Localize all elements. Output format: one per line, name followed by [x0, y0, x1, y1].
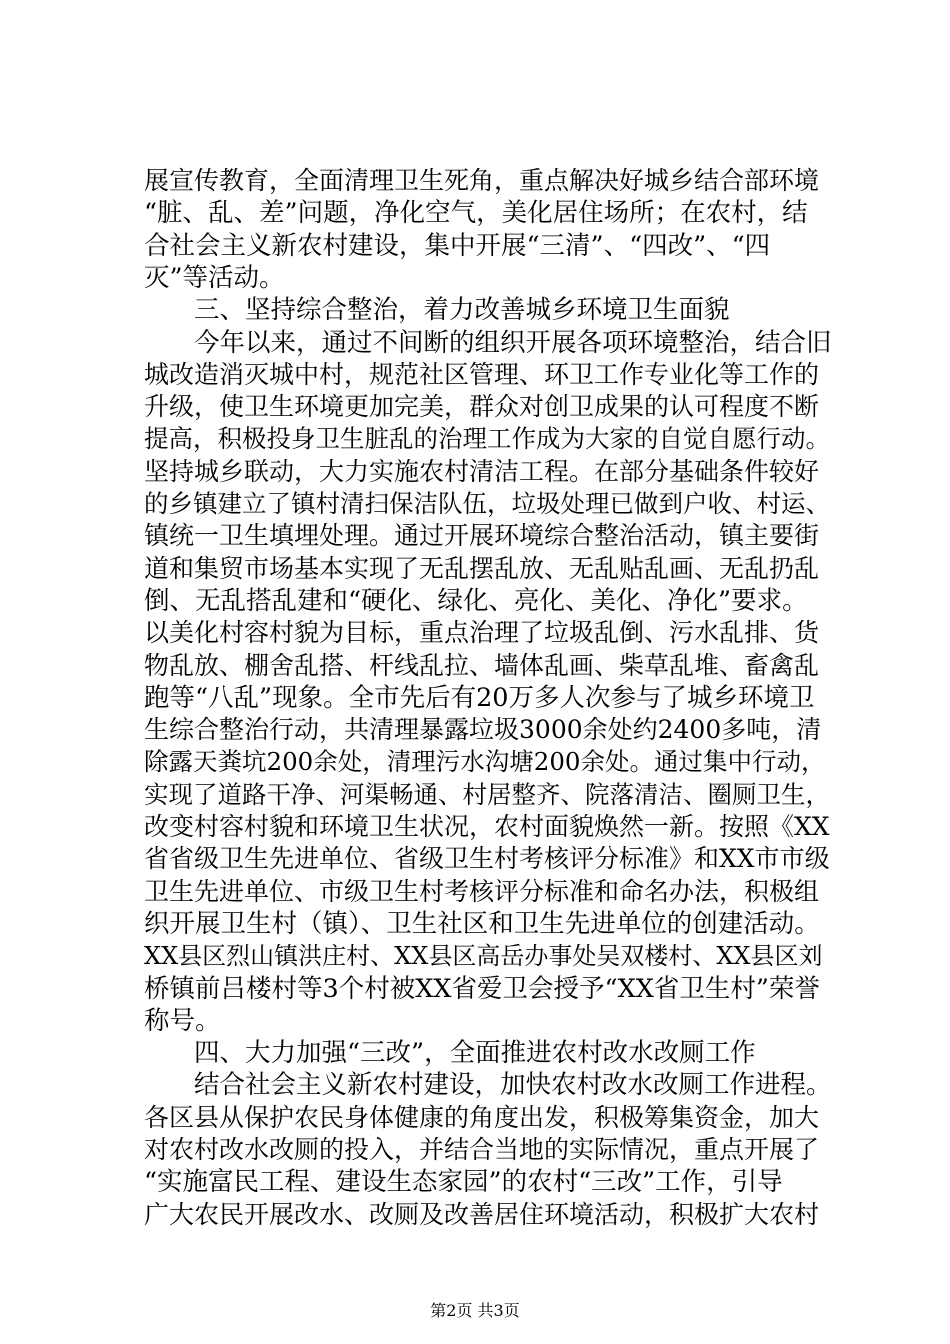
text-line: 城改造消灭城中村，规范社区管理、环卫工作专业化等工作的	[144, 359, 820, 389]
text-line: 实现了道路干净、河渠畅通、村居整齐、院落清洁、圈厕卫生，	[144, 779, 830, 809]
text-line: “实施富民工程、建设生态家园”的农村“三改”工作，引导	[144, 1167, 783, 1198]
text-line: 改变村容村貌和环境卫生状况，农村面貌焕然一新。按照《XX	[144, 812, 830, 841]
text-line: 道和集贸市场基本实现了无乱摆乱放、无乱贴乱画、无乱扔乱	[144, 553, 820, 583]
text-line: 各区县从保护农民身体健康的角度出发，积极筹集资金，加大	[144, 1102, 820, 1132]
text-line: 称号。	[144, 1005, 221, 1036]
page-number-footer: 第2页 共3页	[430, 1301, 520, 1320]
text-line: 提高，积极投身卫生脏乱的治理工作成为大家的自觉自愿行动。	[144, 424, 830, 454]
text-line: 卫生先进单位、市级卫生村考核评分标准和命名办法，积极组	[144, 876, 820, 906]
text-line: 升级，使卫生环境更加完美，群众对创卫成果的认可程度不断	[144, 392, 820, 422]
text-line: 镇统一卫生填埋处理。通过开展环境综合整治活动，镇主要街	[144, 521, 820, 551]
text-line: 生综合整治行动，共清理暴露垃圾3000余处约2400多吨，清	[144, 715, 822, 745]
text-line: 结合社会主义新农村建设，加快农村改水改厕工作进程。	[194, 1070, 832, 1101]
text-line: 坚持城乡联动，大力实施农村清洁工程。在部分基础条件较好	[144, 456, 820, 486]
text-line: 倒、无乱搭乱建和“硬化、绿化、亮化、美化、净化”要求。	[144, 585, 808, 616]
text-line: 物乱放、棚舍乱搭、杆线乱拉、墙体乱画、柴草乱堆、畜禽乱	[144, 650, 820, 680]
text-line: 以美化村容村貌为目标，重点治理了垃圾乱倒、污水乱排、货	[144, 618, 820, 648]
text-line: 灭”等活动。	[144, 262, 285, 293]
text-line: 合社会主义新农村建设，集中开展“三清”、“四改”、“四	[144, 230, 771, 261]
text-line: 除露天粪坑200余处，清理污水沟塘200余处。通过集中行动，	[144, 747, 826, 777]
text-line: 跑等“八乱”现象。全市先后有20万多人次参与了城乡环境卫	[144, 682, 815, 713]
text-line: “脏、乱、差”问题，净化空气，美化居住场所；在农村，结	[144, 198, 808, 229]
text-line: 桥镇前吕楼村等3个村被XX省爱卫会授予“XX省卫生村”荣誉	[144, 973, 820, 1004]
text-line: 省省级卫生先进单位、省级卫生村考核评分标准》和XX市市级	[144, 844, 830, 874]
section-heading: 三、坚持综合整治，着力改善城乡环境卫生面貌	[194, 295, 730, 326]
text-line: 展宣传教育，全面清理卫生死角，重点解决好城乡结合部环境	[144, 166, 820, 195]
text-line: 的乡镇建立了镇村清扫保洁队伍，垃圾处理已做到户收、村运、	[144, 489, 830, 518]
text-line: 织开展卫生村（镇）、卫生社区和卫生先进单位的创建活动。	[144, 908, 820, 939]
text-line: 对农村改水改厕的投入，并结合当地的实际情况，重点开展了	[144, 1135, 820, 1164]
text-line: XX县区烈山镇洪庄村、XX县区高岳办事处吴双楼村、XX县区刘	[144, 942, 823, 971]
section-heading: 四、大力加强“三改”，全面推进农村改水改厕工作	[194, 1038, 756, 1069]
text-line: 今年以来，通过不间断的组织开展各项环境整治，结合旧	[194, 327, 832, 358]
text-line: 广大农民开展改水、改厕及改善居住环境活动，积极扩大农村	[144, 1199, 820, 1229]
